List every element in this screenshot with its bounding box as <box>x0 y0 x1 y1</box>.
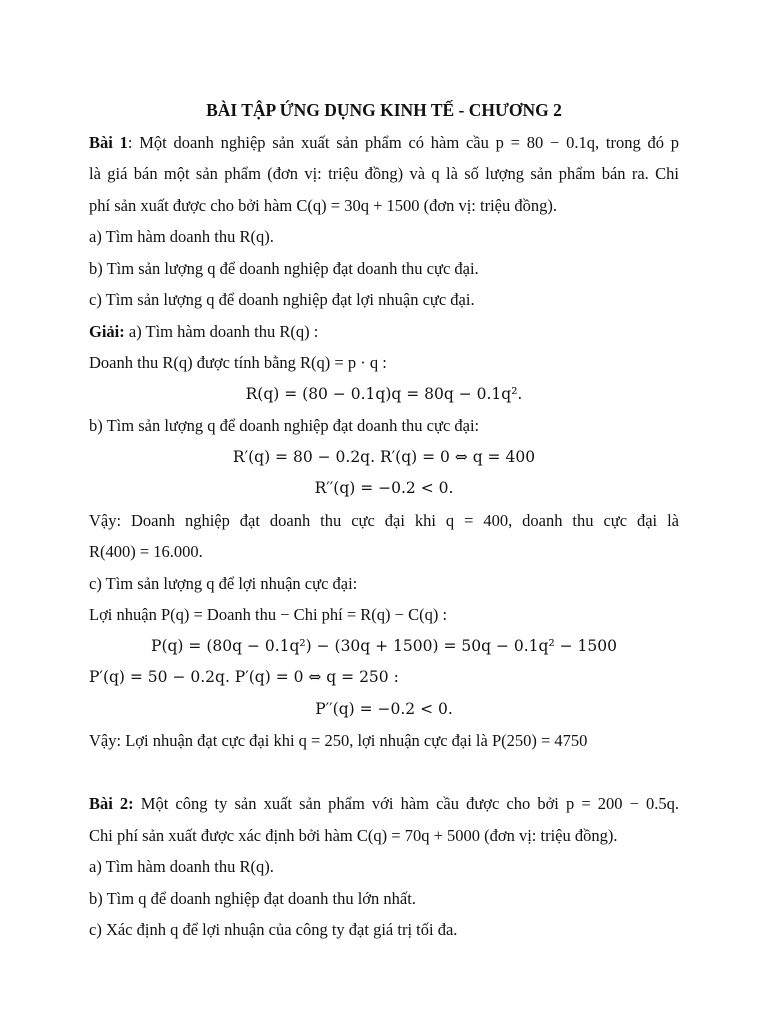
bai2-line-2: Chi phí sản xuất được xác định bởi hàm C(q) = 70q + 5000 (đơn vị: triệu đồng). <box>89 825 618 845</box>
document-page <box>89 95 679 946</box>
giai-line-4: Vậy: Doanh nghiệp đạt doanh thu cực đại khi q = 400, doanh thu cực đại là <box>89 510 679 530</box>
equation-revenue-second-derivative: R′′(q) = −0.2 < 0. <box>314 479 454 497</box>
giai-line-5: R(400) = 16.000. <box>89 542 203 561</box>
bai2-question-c: c) Xác định q để lợi nhuận của công ty đạt giá trị tối đa. <box>89 920 458 939</box>
bai1-line-2: là giá bán một sản phẩm (đơn vị: triệu đồng) và q là số lượng sản phẩm bán ra. Chi <box>89 164 679 183</box>
bai1-question-c: c) Tìm sản lượng q để doanh nghiệp đạt lợi nhuận cực đại. <box>89 290 475 309</box>
bai2-question-a: a) Tìm hàm doanh thu R(q). <box>89 857 274 876</box>
bai1-question-b: b) Tìm sản lượng q để doanh nghiệp đạt doanh thu cực đại. <box>89 258 479 278</box>
giai-line-3: b) Tìm sản lượng q để doanh nghiệp đạt doanh thu cực đại: <box>89 416 480 435</box>
bai2-label: Bài 2: <box>89 794 134 813</box>
giai-line-1: Giải: a) Tìm hàm doanh thu R(q) : <box>89 321 319 341</box>
equation-revenue-derivative: R′(q) = 80 − 0.2q. R′(q) = 0 ⇔ q = 400 <box>232 447 536 466</box>
section-gap <box>89 757 679 789</box>
giai-line-6: c) Tìm sản lượng q để lợi nhuận cực đại: <box>89 573 358 593</box>
giai-line-2: Doanh thu R(q) được tính bằng R(q) = p · q : <box>89 353 387 372</box>
bai1-label: Bài 1 <box>89 132 128 152</box>
bai2-question-b: b) Tìm q để doanh nghiệp đạt doanh thu lớn nhất. <box>89 888 416 908</box>
bai1-line-3: phí sản xuất được cho bởi hàm C(q) = 30q + 1500 (đơn vị: triệu đồng). <box>89 195 557 215</box>
bai1-line-1: Bài 1: Một doanh nghiệp sản xuất sản phẩm có hàm cầu p = 80 − 0.1q, trong đó p <box>89 132 679 152</box>
giai-line-8: Vậy: Lợi nhuận đạt cực đại khi q = 250, lợi nhuận cực đại là P(250) = 4750 <box>89 731 588 750</box>
giai-line-7: Lợi nhuận P(q) = Doanh thu − Chi phí = R(q) − C(q) : <box>89 605 448 624</box>
giai-label: Giải: <box>89 321 125 341</box>
bai1-question-a: a) Tìm hàm doanh thu R(q). <box>89 227 274 246</box>
equation-revenue: R(q) = (80 − 0.1q)q = 80q − 0.1q². <box>245 384 523 403</box>
document-title: BÀI TẬP ỨNG DỤNG KINH TẾ - CHƯƠNG 2 <box>206 100 562 120</box>
equation-profit-derivative: P′(q) = 50 − 0.2q. P′(q) = 0 ⇔ q = 250 : <box>89 668 399 686</box>
equation-profit-second-derivative: P′′(q) = −0.2 < 0. <box>315 699 453 718</box>
equation-profit: P(q) = (80q − 0.1q²) − (30q + 1500) = 50q − 0.1q² − 1500 <box>151 636 617 655</box>
bai2-line-1: Bài 2: Một công ty sản xuất sản phẩm với hàm cầu được cho bởi p = 200 − 0.5q. <box>89 794 679 813</box>
